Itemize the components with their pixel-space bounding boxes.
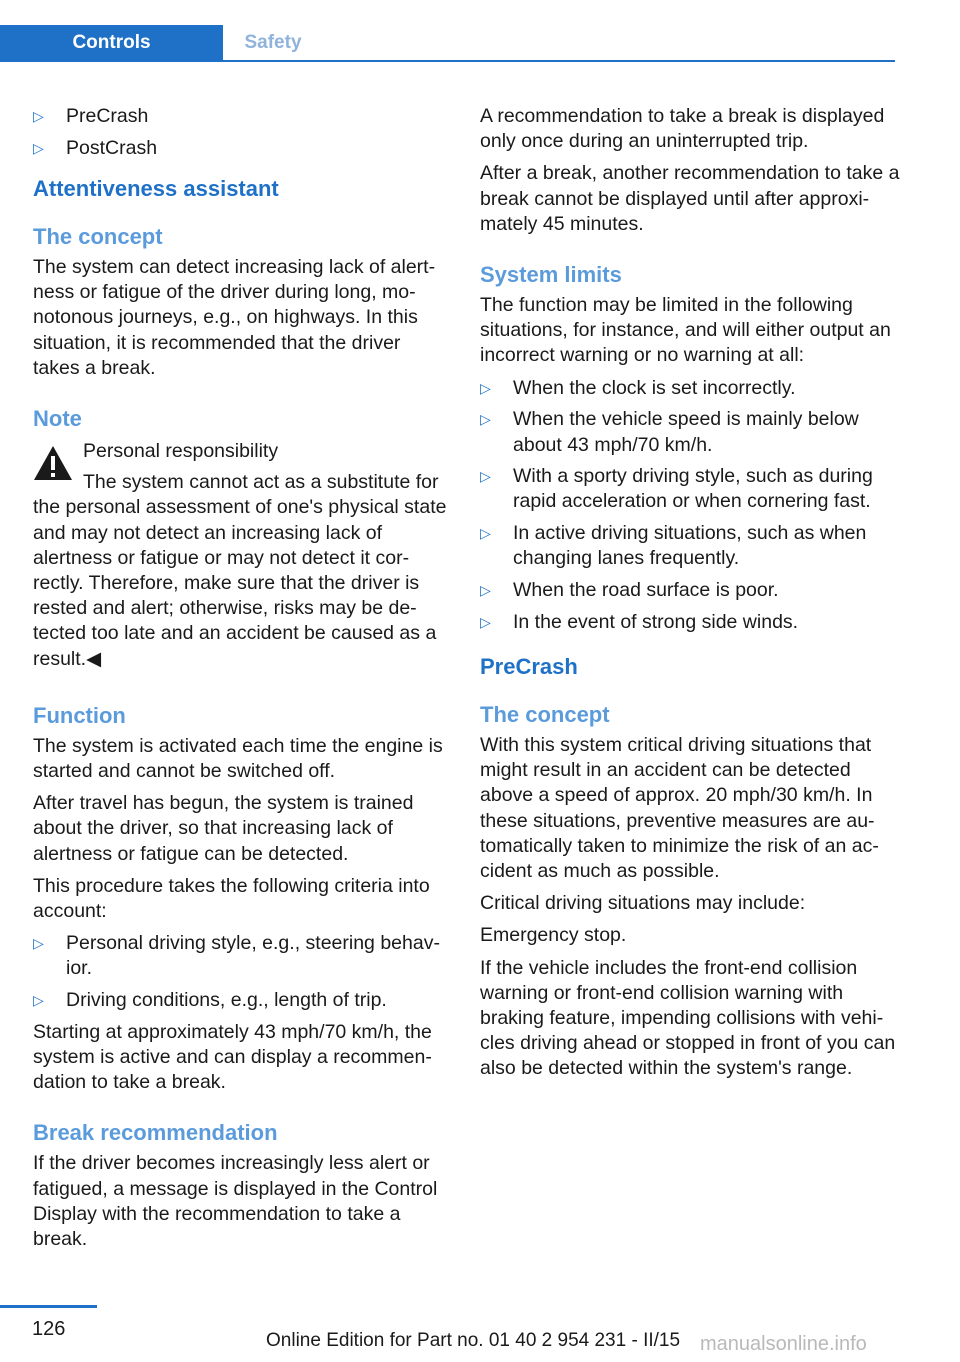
list-item: ▷ In active driving situations, such as when changing lanes frequently. [480,522,867,570]
triangle-right-icon: ▷ [33,139,44,156]
paragraph-precrash-3: Emergency stop. [480,924,627,947]
triangle-right-icon: ▷ [480,468,491,485]
warning-triangle-icon [33,445,73,481]
heading-the-concept: The concept [33,223,163,249]
paragraph-system-limits: The function may be limited in the following situations, for instance, and will either output an incorrect warning or no warning at all: [480,294,891,367]
warning-title: Personal responsibility [83,439,279,462]
triangle-right-icon: ▷ [480,411,491,428]
warning-text: The system cannot act as a substitute for the personal assessment of one's physical state and may not detect an increasing lack of alertness or fatigue or may not detect it cor‐rectly. Therefore, make sure that the driver is rested and alert; otherwise, risks may be de‐tected too late and an accident be caused as a result.◀ [33,471,447,670]
paragraph-break-after: After a break, another recommendation to take a break cannot be displayed until after approxi‐mately 45 minutes. [480,162,900,235]
list-item: ▷ When the clock is set incorrectly. [480,376,900,401]
paragraph-precrash-4: If the vehicle includes the front-end collision warning or front-end collision warning with braking feature, impending collisions with vehi‐cles driving ahead or stopped in front of you can also be detected within the system's range. [480,956,896,1080]
paragraph-function-2: After travel has begun, the system is trained about the driver, so that increasing lack of alertness or fatigue can be detected. [33,792,414,865]
list-item: ▷ PostCrash [33,136,451,161]
paragraph-precrash-1: With this system critical driving situations that might result in an accident can be detected above a speed of approx. 20 mph/30 km/h. In these situations, preventive measures are au‐tomatically taken to minimize the risk of an ac‐cident as much as possible. [480,733,879,882]
list-item: ▷ When the vehicle speed is mainly below about 43 mph/70 km/h. [480,408,859,456]
right-column [480,104,900,1082]
paragraph-precrash-2: Critical driving situations may include: [480,892,806,915]
bullet-list-limits [480,376,900,635]
triangle-right-icon: ▷ [33,935,44,952]
tab-controls[interactable]: Controls [0,25,223,61]
list-item: ▷ With a sporty driving style, such as during rapid acceleration or when cornering fast. [480,465,873,513]
bullet-list-top [33,104,451,161]
heading-note: Note [33,405,82,431]
list-item: ▷ When the road surface is poor. [480,578,900,603]
page-header [0,0,960,62]
heading-the-concept-2: The concept [480,701,610,727]
heading-function: Function [33,702,126,728]
warning-box [33,439,451,464]
left-column [33,104,451,1252]
heading-system-limits: System limits [480,262,622,288]
triangle-right-icon: ▷ [480,582,491,599]
paragraph-break: If the driver becomes increasingly less alert or fatigued, a message is displayed in the Control Display with the recommendation to take a break. [33,1152,438,1250]
triangle-right-icon: ▷ [480,613,491,630]
heading-break-recommendation: Break recommendation [33,1120,278,1146]
triangle-right-icon: ▷ [33,108,44,124]
triangle-right-icon: ▷ [480,379,491,396]
paragraph-function-4: Starting at approximately 43 mph/70 km/h, the system is active and can display a recommen‐dation to take a break. [33,1020,432,1094]
paragraph-function-3: This procedure takes the following criteria into account: [33,874,430,922]
header-divider [0,60,895,62]
edition-text: Online Edition for Part no. 01 40 2 954 231 - II/15 [266,1330,681,1351]
heading-attentiveness-assistant: Attentiveness assistant [33,175,279,201]
list-item: ▷ PreCrash [33,104,451,129]
watermark: manualsonline.info [700,1333,867,1355]
list-item: ▷ In the event of strong side winds. [480,610,900,635]
paragraph-concept: The system can detect increasing lack of alert‐ness or fatigue of the driver during long, mo‐notonous journeys, e.g., on highways. In this situation, it is recommended that the driver takes a break. [33,255,436,379]
footer-divider [0,1305,97,1308]
heading-precrash: PreCrash [480,653,578,679]
page-number: 126 [32,1318,66,1340]
triangle-right-icon: ▷ [480,525,491,542]
list-item: ▷ Personal driving style, e.g., steering behav‐ior. [33,932,440,980]
paragraph-function-1: The system is activated each time the engine is started and cannot be switched off. [33,734,443,782]
triangle-right-icon: ▷ [33,992,44,1009]
bullet-list-criteria [33,931,451,1013]
list-item: ▷ Driving conditions, e.g., length of trip. [33,988,451,1013]
tab-safety[interactable]: Safety [244,32,302,53]
paragraph-break-once: A recommendation to take a break is displayed only once during an uninterrupted trip. [480,105,885,153]
